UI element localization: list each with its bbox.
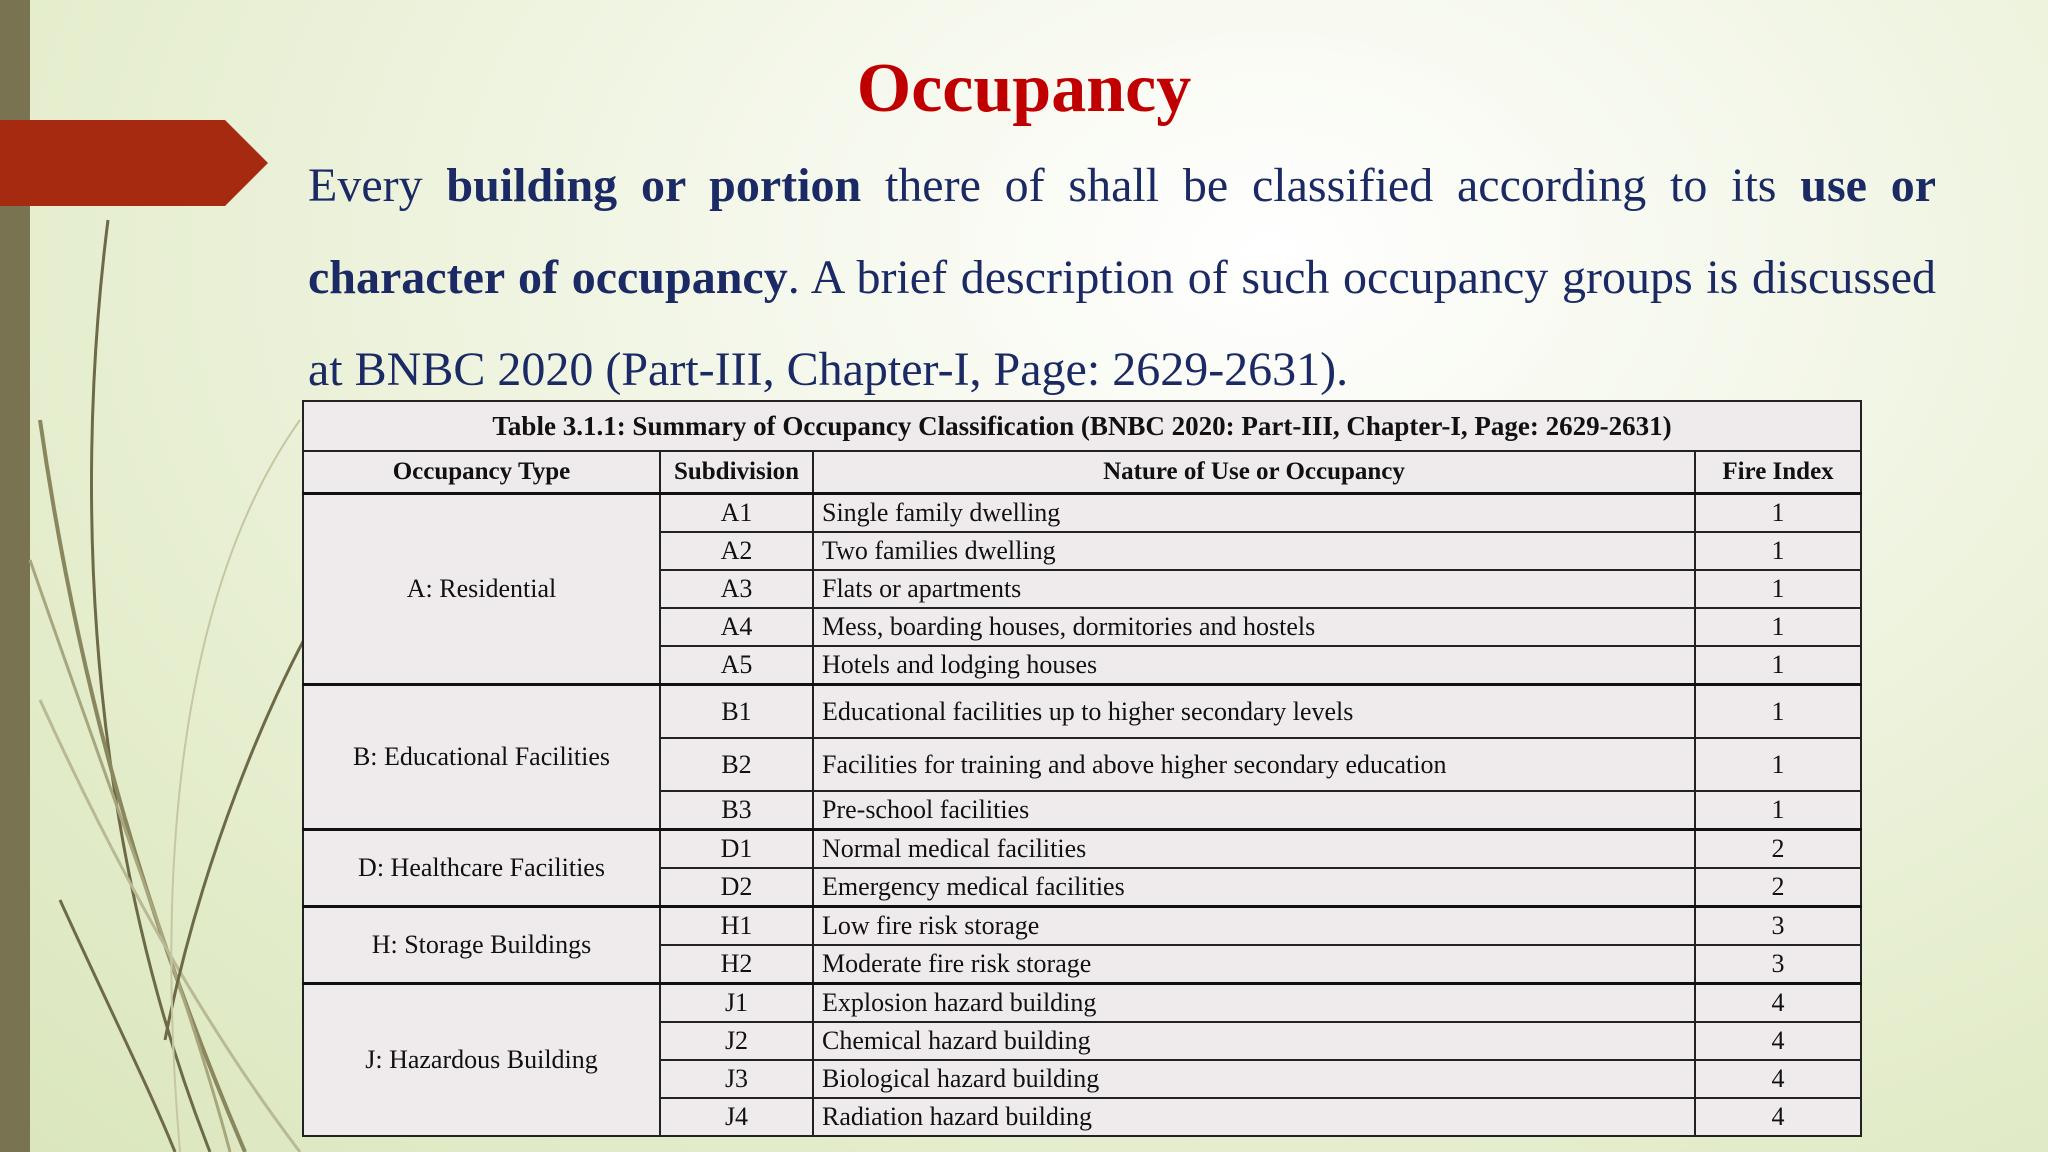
subdivision-cell: J1: [660, 984, 813, 1023]
subdivision-cell: H2: [660, 945, 813, 984]
nature-cell: Low fire risk storage: [813, 907, 1695, 946]
fire-index-cell: 1: [1695, 646, 1861, 685]
nature-cell: Facilities for training and above higher secondary education: [813, 738, 1695, 791]
fire-index-cell: 2: [1695, 830, 1861, 869]
nature-cell: Explosion hazard building: [813, 984, 1695, 1023]
nature-cell: Single family dwelling: [813, 494, 1695, 533]
subdivision-cell: A5: [660, 646, 813, 685]
intro-bold-1: building or portion: [446, 159, 862, 212]
subdivision-cell: B1: [660, 685, 813, 739]
table-row: [303, 830, 1861, 869]
nature-cell: Two families dwelling: [813, 532, 1695, 570]
subdivision-cell: J2: [660, 1022, 813, 1060]
group-label: A: Residential: [303, 494, 660, 685]
fire-index-cell: 1: [1695, 494, 1861, 533]
fire-index-cell: 4: [1695, 984, 1861, 1023]
subdivision-cell: D2: [660, 868, 813, 907]
fire-index-cell: 4: [1695, 1022, 1861, 1060]
table-row: [303, 984, 1861, 1023]
nature-cell: Pre-school facilities: [813, 791, 1695, 830]
fire-index-cell: 3: [1695, 907, 1861, 946]
group-label: D: Healthcare Facilities: [303, 830, 660, 907]
group-label: H: Storage Buildings: [303, 907, 660, 984]
nature-cell: Hotels and lodging houses: [813, 646, 1695, 685]
nature-cell: Normal medical facilities: [813, 830, 1695, 869]
subdivision-cell: D1: [660, 830, 813, 869]
subdivision-cell: B2: [660, 738, 813, 791]
arrow-icon: [0, 120, 270, 206]
nature-cell: Radiation hazard building: [813, 1098, 1695, 1136]
header-occupancy-type: Occupancy Type: [303, 451, 660, 494]
subdivision-cell: A3: [660, 570, 813, 608]
table-row: [303, 685, 1861, 739]
fire-index-cell: 4: [1695, 1098, 1861, 1136]
slide-title: Occupancy: [856, 50, 1192, 127]
subdivision-cell: A1: [660, 494, 813, 533]
subdivision-cell: J4: [660, 1098, 813, 1136]
group-label: B: Educational Facilities: [303, 685, 660, 830]
subdivision-cell: A4: [660, 608, 813, 646]
fire-index-cell: 1: [1695, 570, 1861, 608]
table-row: [303, 907, 1861, 946]
subdivision-cell: B3: [660, 791, 813, 830]
fire-index-cell: 4: [1695, 1060, 1861, 1098]
header-fire-index: Fire Index: [1695, 451, 1861, 494]
fire-index-cell: 1: [1695, 791, 1861, 830]
intro-bold-2: use or character of occupancy: [308, 159, 1937, 304]
fire-index-cell: 2: [1695, 868, 1861, 907]
fire-index-cell: 1: [1695, 685, 1861, 739]
nature-cell: Moderate fire risk storage: [813, 945, 1695, 984]
header-subdivision: Subdivision: [660, 451, 813, 494]
intro-text-2: there of shall be classified according to its: [861, 159, 1801, 212]
nature-cell: Biological hazard building: [813, 1060, 1695, 1098]
nature-cell: Emergency medical facilities: [813, 868, 1695, 907]
header-nature: Nature of Use or Occupancy: [813, 451, 1695, 494]
nature-cell: Mess, boarding houses, dormitories and hostels: [813, 608, 1695, 646]
group-label: J: Hazardous Building: [303, 984, 660, 1137]
occupancy-table: [302, 400, 1862, 1137]
nature-cell: Flats or apartments: [813, 570, 1695, 608]
fire-index-cell: 1: [1695, 738, 1861, 791]
subdivision-cell: A2: [660, 532, 813, 570]
intro-text-1: Every: [308, 159, 447, 212]
subdivision-cell: H1: [660, 907, 813, 946]
nature-cell: Chemical hazard building: [813, 1022, 1695, 1060]
fire-index-cell: 3: [1695, 945, 1861, 984]
table-row: [303, 494, 1861, 533]
nature-cell: Educational facilities up to higher secondary levels: [813, 685, 1695, 739]
intro-text-3: . A brief description of such occupancy groups is discussed at BNBC 2020 (Part-III, Chapter-I, Page: 2629-2631).: [308, 251, 1936, 396]
fire-index-cell: 1: [1695, 532, 1861, 570]
fire-index-cell: 1: [1695, 608, 1861, 646]
intro-paragraph: [308, 140, 1936, 416]
table-caption: Table 3.1.1: Summary of Occupancy Classification (BNBC 2020: Part-III, Chapter-I, Page: 2629-2631): [303, 401, 1861, 451]
subdivision-cell: J3: [660, 1060, 813, 1098]
